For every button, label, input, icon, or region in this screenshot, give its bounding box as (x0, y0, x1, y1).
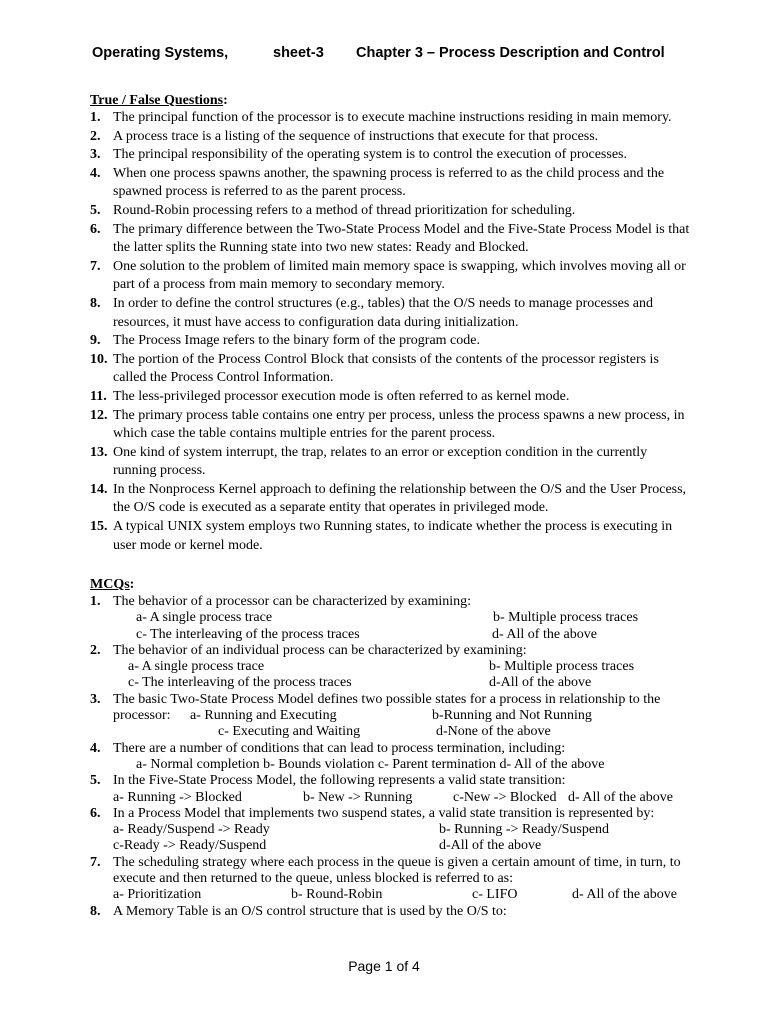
mcq-option-a: a- Ready/Suspend -> Ready (113, 822, 270, 838)
mcq-option-b: b- Multiple process traces (493, 610, 639, 626)
mcq-item-1 (90, 594, 690, 643)
mcq-item-7 (90, 855, 690, 904)
sheet-label: sheet-3 (273, 45, 324, 61)
tf-statement: The principal function of the processor is to execute machine instructions residing in main memory. (113, 110, 672, 125)
tf-number: 4. (90, 165, 101, 181)
page-number: Page 1 of 4 (348, 958, 420, 974)
tf-number: 15. (90, 519, 108, 535)
tf-section-title (90, 92, 228, 111)
mcq-option-b: b- Multiple process traces (489, 659, 635, 675)
tf-statement: One kind of system interrupt, the trap, relates to an error or exception condition in the currently running process. (113, 444, 648, 479)
mcq-option-a: a- Running -> Blocked (113, 789, 242, 805)
tf-item-8 (90, 295, 690, 332)
mcq-option-c: c-Ready -> Ready/Suspend (113, 838, 267, 854)
mcq-option-c: c- Executing and Waiting (218, 724, 361, 740)
tf-item-6 (90, 221, 690, 258)
mcq-option-c: c- LIFO (472, 887, 518, 903)
tf-statement: In the Nonprocess Kernel approach to defining the relationship between the O/S and the User Process, the O/S code is executed as a separate entity that operates in privileged mode. (113, 481, 687, 516)
mcq-options-row (113, 724, 690, 740)
tf-statement: When one process spawns another, the spawning process is referred to as the child process and the spawned process is referred to as the parent process. (113, 165, 665, 200)
tf-number: 6. (90, 221, 101, 237)
mcq-option-a: a- A single process trace (136, 610, 273, 626)
tf-title-text: True / False Questions (90, 93, 224, 108)
mcq-item-5 (90, 773, 690, 806)
mcq-question-text: The behavior of an individual process can be characterized by examining: (113, 642, 527, 658)
mcq-option-c: c- The interleaving of the process traces (136, 626, 360, 642)
mcq-title-colon: : (129, 577, 135, 592)
tf-number: 5. (90, 202, 101, 218)
mcq-item-6 (90, 806, 690, 855)
mcq-option-b: b-Running and Not Running (432, 708, 592, 724)
mcq-options-row (113, 659, 690, 675)
mcq-option-c: c-New -> Blocked (453, 789, 557, 805)
tf-number: 8. (90, 295, 101, 311)
tf-item-13 (90, 444, 690, 481)
mcq-option-a: a- A single process trace (128, 659, 265, 675)
mcq-number: 5. (90, 773, 101, 789)
tf-item-14 (90, 481, 690, 518)
tf-item-1 (90, 109, 690, 128)
course-title: Operating Systems, (92, 45, 229, 61)
tf-number: 13. (90, 444, 108, 460)
tf-item-7 (90, 258, 690, 295)
tf-item-12 (90, 407, 690, 444)
tf-item-2 (90, 128, 690, 147)
mcq-option-d: d-All of the above (439, 838, 542, 854)
mcq-number: 4. (90, 740, 101, 756)
mcq-item-3 (90, 692, 690, 741)
tf-item-15 (90, 518, 690, 555)
mcq-options-row (113, 757, 690, 773)
tf-item-11 (90, 388, 690, 407)
mcq-title-text: MCQs (90, 577, 130, 592)
mcq-question-list (90, 594, 690, 920)
mcq-option-a: a- Running and Executing (190, 708, 337, 724)
tf-number: 2. (90, 128, 101, 144)
tf-number: 3. (90, 147, 101, 163)
mcq-options-row (113, 887, 690, 903)
mcq-options-row (113, 708, 690, 724)
mcq-question-text: In a Process Model that implements two suspend states, a valid state transition is represented by: (113, 805, 655, 821)
mcq-option-b: b- Running -> Ready/Suspend (439, 822, 610, 838)
tf-statement: The primary process table contains one entry per process, unless the process spawns a new process, in which case the table contains multiple entries for the parent process. (113, 407, 685, 442)
tf-item-10 (90, 351, 690, 388)
tf-statement: The primary difference between the Two-State Process Model and the Five-State Process Model is that the latter splits the Running state into two new states: Ready and Blocked. (113, 221, 690, 256)
tf-statement: A typical UNIX system employs two Running states, to indicate whether the process is executing in user mode or kernel mode. (113, 519, 673, 553)
mcq-option-a: a- Prioritization (113, 887, 202, 903)
mcq-question-text: The scheduling strategy where each process in the queue is given a certain amount of time, in turn, to execute and then returned to the queue, unless blocked is referred to as: (113, 854, 681, 887)
tf-statement: The Process Image refers to the binary form of the program code. (113, 333, 480, 349)
mcq-option-d: d-None of the above (436, 724, 551, 740)
tf-statement: In order to define the control structures (e.g., tables) that the O/S needs to manage processes and resources, it must have access to configuration data during initialization. (113, 295, 653, 330)
mcq-option-d: d-All of the above (489, 675, 592, 691)
chapter-title: Chapter 3 – Process Description and Control (356, 45, 665, 61)
mcq-item-2 (90, 643, 690, 692)
mcq-number: 2. (90, 642, 101, 658)
tf-title-colon: : (223, 93, 228, 108)
mcq-options-row (113, 790, 690, 806)
mcq-item-4 (90, 741, 690, 774)
mcq-option-d: d- All of the above (568, 789, 673, 805)
tf-statement: One solution to the problem of limited main memory space is swapping, which involves moving all or part of a process from main memory to secondary memory. (113, 258, 686, 293)
mcq-option-d: d- All of the above (572, 887, 677, 903)
mcq-options-row (113, 610, 690, 626)
tf-statement: Round-Robin processing refers to a method of thread prioritization for scheduling. (113, 202, 576, 218)
mcq-item-8 (90, 904, 690, 920)
tf-number: 9. (90, 333, 101, 349)
mcq-number: 6. (90, 805, 101, 821)
mcq-option-b: b- Round-Robin (291, 887, 383, 903)
mcq-question-text: The basic Two-State Process Model defines two possible states for a process in relationship to the (113, 691, 661, 707)
tf-question-list (90, 109, 690, 555)
mcq-number: 7. (90, 854, 101, 870)
tf-statement: The principal responsibility of the operating system is to control the execution of processes. (113, 147, 627, 163)
mcq-question-text: A Memory Table is an O/S control structure that is used by the O/S to: (113, 903, 507, 919)
mcq-number: 8. (90, 903, 101, 919)
tf-number: 10. (90, 351, 108, 367)
mcq-option-b: b- New -> Running (303, 789, 413, 805)
mcq-question-text: The behavior of a processor can be characterized by examining: (113, 594, 471, 609)
mcq-number: 3. (90, 691, 101, 707)
tf-number: 1. (90, 110, 101, 125)
tf-number: 12. (90, 407, 108, 423)
mcq-options-inline: a- Normal completion b- Bounds violation c- Parent termination d- All of the above (136, 756, 605, 772)
mcq-number: 1. (90, 594, 101, 609)
tf-item-9 (90, 332, 690, 351)
mcq-options-row (113, 675, 690, 691)
mcq-option-c: c- The interleaving of the process traces (128, 675, 352, 691)
tf-statement: A process trace is a listing of the sequence of instructions that execute for that process. (113, 128, 599, 144)
mcq-question-text-cont: processor: (113, 708, 171, 724)
tf-statement: The less-privileged processor execution mode is often referred to as kernel mode. (113, 388, 570, 404)
mcq-options-row (113, 627, 690, 643)
tf-item-3 (90, 146, 690, 165)
mcq-options-row (113, 822, 690, 838)
tf-number: 7. (90, 258, 101, 274)
tf-item-4 (90, 165, 690, 202)
mcq-section-title (90, 576, 134, 595)
mcq-question-text: There are a number of conditions that can lead to process termination, including: (113, 740, 566, 756)
mcq-options-row (113, 838, 690, 854)
mcq-option-d: d- All of the above (492, 626, 597, 642)
tf-statement: The portion of the Process Control Block that consists of the contents of the processor registers is called the Process Control Information. (113, 351, 659, 386)
tf-item-5 (90, 202, 690, 221)
tf-number: 14. (90, 481, 108, 497)
tf-number: 11. (90, 388, 107, 404)
mcq-question-text: In the Five-State Process Model, the following represents a valid state transition: (113, 773, 566, 789)
